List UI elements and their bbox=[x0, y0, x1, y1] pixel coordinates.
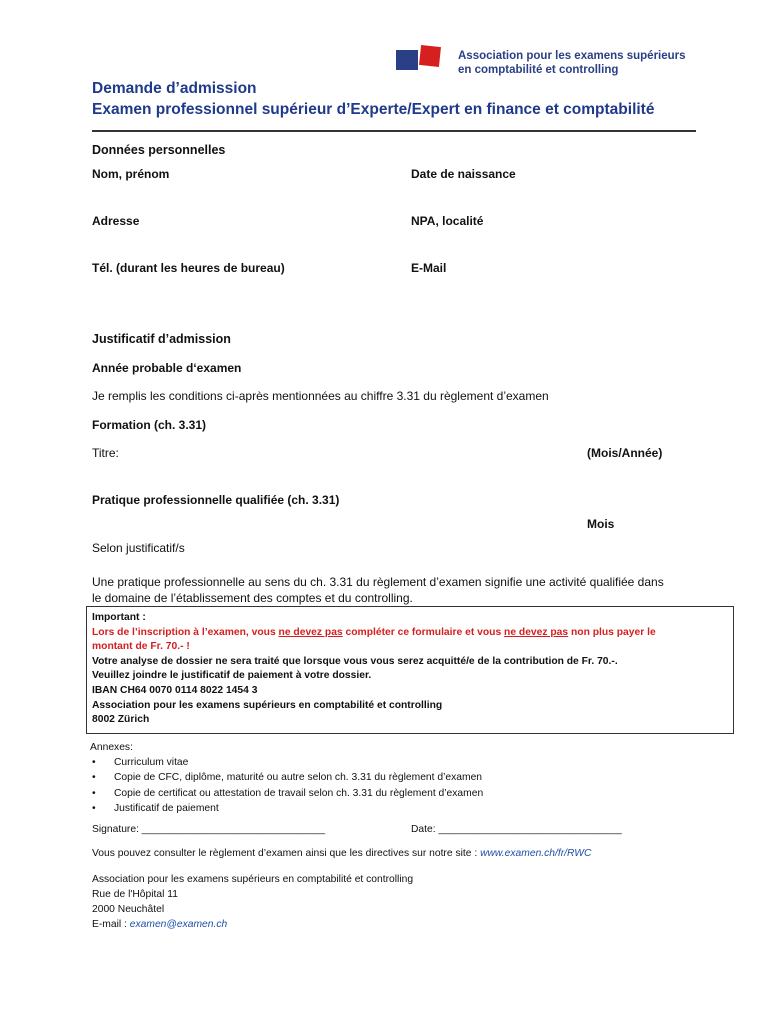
mois-annee-label: (Mois/Année) bbox=[587, 446, 663, 460]
important-city: 8002 Zürich bbox=[92, 714, 150, 726]
annex-item: • Justificatif de paiement bbox=[90, 801, 483, 816]
page-subtitle: Examen professionnel supérieur d’Experte/Expert en finance et comptabilité bbox=[92, 101, 655, 118]
important-line4: Veuillez joindre le justificatif de paiement à votre dossier. bbox=[92, 670, 372, 682]
logo-blue-square bbox=[396, 50, 418, 70]
footer-addr-line3: 2000 Neuchâtel bbox=[92, 904, 165, 915]
annexes-list bbox=[90, 755, 483, 816]
name-label: Nom, prénom bbox=[92, 167, 170, 181]
footer-addr-line1: Association pour les examens supérieurs en comptabilité et controlling bbox=[92, 874, 414, 885]
logo-red-square bbox=[419, 45, 441, 67]
date-line: Date: ________________________________ bbox=[411, 824, 622, 835]
titre-label: Titre: bbox=[92, 446, 119, 460]
page-title: Demande d’admission bbox=[92, 80, 257, 97]
annex-item: • Curriculum vitae bbox=[90, 755, 483, 770]
important-assoc: Association pour les examens supérieurs en comptabilité et controlling bbox=[92, 699, 443, 711]
birthdate-label: Date de naissance bbox=[411, 167, 516, 181]
annex-item: • Copie de certificat ou attestation de travail selon ch. 3.31 du règlement d’examen bbox=[90, 786, 483, 801]
important-warning-line1: Lors de l’inscription à l’examen, vous ne devez pas compléter ce formulaire et vous ne devez pas non plus payer le bbox=[92, 626, 656, 638]
pratique-label: Pratique professionnelle qualifiée (ch. 3.31) bbox=[92, 493, 340, 507]
org-name-line1: Association pour les examens supérieurs bbox=[458, 50, 686, 62]
annexes-heading: Annexes: bbox=[90, 742, 133, 753]
annex-item: • Copie de CFC, diplôme, maturité ou autre selon ch. 3.31 du règlement d’examen bbox=[90, 770, 483, 785]
email-link[interactable]: examen@examen.ch bbox=[129, 919, 228, 930]
important-notice-box bbox=[86, 606, 734, 734]
exam-year-label: Année probable d‘examen bbox=[92, 361, 242, 375]
mois-label: Mois bbox=[587, 517, 615, 531]
important-line3: Votre analyse de dossier ne sera traité que lorsque vous vous serez acquitté/e de la contribution de Fr. 70.-. bbox=[92, 655, 618, 667]
org-name-line2: en comptabilité et controlling bbox=[458, 64, 619, 76]
conditions-text: Je remplis les conditions ci-après mentionnées au chiffre 3.31 du règlement d’examen bbox=[92, 389, 549, 403]
website-link[interactable]: www.examen.ch/fr/RWC bbox=[480, 848, 592, 859]
annexes-section bbox=[90, 740, 483, 816]
definition-line2: le domaine de l’établissement des comptes et du controlling. bbox=[92, 591, 413, 605]
signature-line: Signature: ________________________________ bbox=[92, 824, 326, 835]
address-label: Adresse bbox=[92, 214, 140, 228]
admission-heading: Justificatif d’admission bbox=[92, 332, 231, 346]
formation-label: Formation (ch. 3.31) bbox=[92, 418, 207, 432]
title-divider bbox=[92, 130, 696, 132]
email-label: E-Mail bbox=[411, 261, 447, 275]
phone-label: Tél. (durant les heures de bureau) bbox=[92, 261, 285, 275]
important-warning-line2: montant de Fr. 70.- ! bbox=[92, 641, 190, 653]
consult-text: Vous pouvez consulter le règlement d’examen ainsi que les directives sur notre site : www.examen.ch/fr/RWC bbox=[92, 848, 592, 859]
association-logo bbox=[396, 46, 446, 74]
npa-label: NPA, localité bbox=[411, 214, 484, 228]
footer-address bbox=[92, 872, 413, 932]
org-name bbox=[458, 49, 686, 77]
selon-text: Selon justificatif/s bbox=[92, 541, 185, 555]
iban-text: IBAN CH64 0070 0114 8022 1454 3 bbox=[92, 684, 258, 696]
footer-addr-line2: Rue de l'Hôpital 11 bbox=[92, 889, 178, 900]
important-heading: Important : bbox=[92, 612, 146, 623]
definition-line1: Une pratique professionnelle au sens du ch. 3.31 du règlement d’examen signifie une activité qualifiée dans bbox=[92, 575, 664, 589]
personal-heading: Données personnelles bbox=[92, 143, 226, 157]
footer-email-line: E-mail : examen@examen.ch bbox=[92, 919, 228, 930]
